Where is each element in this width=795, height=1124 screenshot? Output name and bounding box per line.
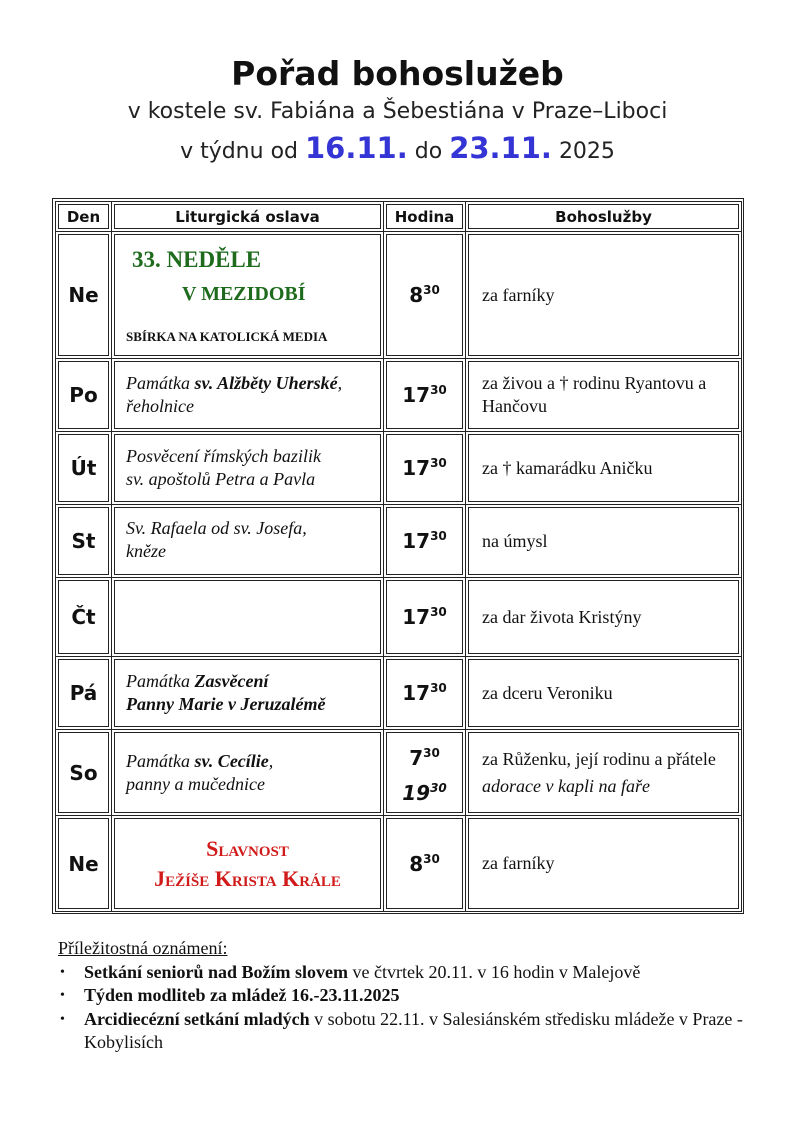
schedule-table xyxy=(55,201,742,912)
liturgy-line1: Posvěcení římských bazilik xyxy=(126,446,321,466)
day-cell: St xyxy=(56,505,112,578)
list-item xyxy=(58,961,748,985)
service-cell: za dar života Kristýny xyxy=(466,578,742,657)
liturgy-cell xyxy=(112,730,384,816)
service-cell: za farníky xyxy=(466,232,742,359)
page-header xyxy=(0,52,795,172)
feast-name: Zasvěcení xyxy=(194,671,269,691)
hour-value: 17 xyxy=(402,681,431,705)
saint-name: sv. Alžběty Uherské xyxy=(194,373,338,393)
bullet-icon: • xyxy=(60,1011,65,1027)
service-cell: za † kamarádku Aničku xyxy=(466,432,742,505)
hour-value: 17 xyxy=(402,456,431,480)
hour-cell xyxy=(384,359,466,432)
table-row xyxy=(56,505,742,578)
liturgy-cell xyxy=(112,432,384,505)
list-item xyxy=(58,984,748,1008)
table-row xyxy=(56,730,742,816)
day-cell: Ne xyxy=(56,816,112,912)
announcement-text: ve čtvrtek 20.11. v 16 hodin v Malejově xyxy=(348,961,641,982)
service-cell: za živou a † rodinu Ryantovu a Hančovu xyxy=(466,359,742,432)
liturgy-prefix: Památka xyxy=(126,373,195,393)
header-den: Den xyxy=(56,202,112,232)
announcement-text: v sobotu 22.11. v Salesiánském středisku mládeže v Praze - Kobylisích xyxy=(84,1008,743,1052)
announcement-bold: Setkání seniorů nad Božím slovem xyxy=(84,961,349,982)
bullet-icon: • xyxy=(60,988,65,1003)
hour-cell xyxy=(384,730,466,816)
announcement-bold: Arcidiecézní setkání mladých xyxy=(84,1008,310,1029)
liturgy-suffix: , xyxy=(337,373,343,393)
hour-value: 17 xyxy=(402,529,431,553)
liturgy-line2: panny a mučednice xyxy=(126,773,265,794)
liturgy-line2: V MEZIDOBÍ xyxy=(182,282,306,305)
liturgy-line2: řeholnice xyxy=(126,396,194,416)
liturgy-line2: sv. apoštolů Petra a Pavla xyxy=(126,469,316,489)
announcement-bold: Týden modliteb za mládež 16.-23.11.2025 xyxy=(84,985,400,1005)
adoration-note: adorace v kapli na faře xyxy=(482,775,650,796)
service-cell xyxy=(466,730,742,816)
day-cell: Út xyxy=(56,432,112,505)
hour-value: 8 xyxy=(409,283,424,307)
liturgy-line1: 33. NEDĚLE xyxy=(132,246,262,272)
liturgy-line2: kněze xyxy=(126,541,166,561)
minute-value: 30 xyxy=(430,681,447,695)
saint-name: sv. Cecílie xyxy=(194,750,269,771)
liturgy-suffix: , xyxy=(268,750,274,771)
solemnity-line1: Slavnost xyxy=(206,835,289,861)
liturgy-cell xyxy=(112,816,384,912)
collection-note: SBÍRKA NA KATOLICKÁ MEDIA xyxy=(126,328,328,344)
table-row xyxy=(56,359,742,432)
service-cell: na úmysl xyxy=(466,505,742,578)
minute-value: 30 xyxy=(423,283,440,297)
announcements-heading: Příležitostná oznámení: xyxy=(58,938,228,958)
minute-value: 30 xyxy=(430,605,447,619)
hour-cell xyxy=(384,432,466,505)
announcements-list xyxy=(58,961,748,1055)
minute-value: 30 xyxy=(430,529,447,543)
time-1 xyxy=(384,738,465,773)
hour-value: 8 xyxy=(409,851,424,876)
date-from: 16.11. xyxy=(305,131,408,165)
day-cell: Po xyxy=(56,359,112,432)
minute-value: 30 xyxy=(430,780,447,795)
liturgy-cell xyxy=(112,359,384,432)
time-2 xyxy=(384,773,465,808)
liturgy-prefix: Památka xyxy=(126,671,195,691)
hour-value: 17 xyxy=(402,383,431,407)
day-cell: Pá xyxy=(56,657,112,730)
liturgy-cell xyxy=(112,657,384,730)
liturgy-cell xyxy=(112,232,384,359)
hour-cell xyxy=(384,505,466,578)
week-line xyxy=(0,128,795,172)
liturgy-cell xyxy=(112,578,384,657)
day-cell: Čt xyxy=(56,578,112,657)
table-row xyxy=(56,432,742,505)
page-title: Pořad bohoslužeb xyxy=(231,54,564,93)
service-text: za Růženku, její rodinu a přátele xyxy=(482,748,716,769)
header-hour: Hodina xyxy=(384,202,466,232)
day-cell: So xyxy=(56,730,112,816)
table-row xyxy=(56,232,742,359)
minute-value: 30 xyxy=(423,745,440,760)
list-item xyxy=(58,1008,748,1055)
day-cell: Ne xyxy=(56,232,112,359)
liturgy-prefix: Památka xyxy=(126,750,195,771)
service-cell: za farníky xyxy=(466,816,742,912)
header-services: Bohoslužby xyxy=(466,202,742,232)
church-subtitle: v kostele sv. Fabiána a Šebestiána v Praze–Liboci xyxy=(127,99,668,124)
table-row xyxy=(56,657,742,730)
header-liturgy: Liturgická oslava xyxy=(112,202,384,232)
liturgy-cell xyxy=(112,505,384,578)
hour-cell xyxy=(384,816,466,912)
bullet-icon: • xyxy=(60,964,65,980)
minute-value: 30 xyxy=(430,456,447,470)
date-to: 23.11. xyxy=(449,131,552,165)
week-prefix: v týdnu od xyxy=(180,139,298,164)
minute-value: 30 xyxy=(423,851,440,866)
hour-cell xyxy=(384,657,466,730)
announcements xyxy=(58,937,748,1055)
hour-cell xyxy=(384,232,466,359)
table-row xyxy=(56,578,742,657)
week-year: 2025 xyxy=(558,139,615,164)
hour-value: 17 xyxy=(402,605,431,629)
hour-value: 7 xyxy=(409,745,424,770)
liturgy-line2: Panny Marie v Jeruzalémě xyxy=(126,694,326,714)
hour-value: 19 xyxy=(402,780,431,805)
liturgy-line1: Sv. Rafaela od sv. Josefa, xyxy=(126,518,307,538)
hour-cell xyxy=(384,578,466,657)
minute-value: 30 xyxy=(430,383,447,397)
table-header-row xyxy=(56,202,742,232)
week-mid: do xyxy=(414,139,443,164)
service-cell: za dceru Veroniku xyxy=(466,657,742,730)
solemnity-line2: Ježíše Krista Krále xyxy=(154,865,341,891)
table-row xyxy=(56,816,742,912)
